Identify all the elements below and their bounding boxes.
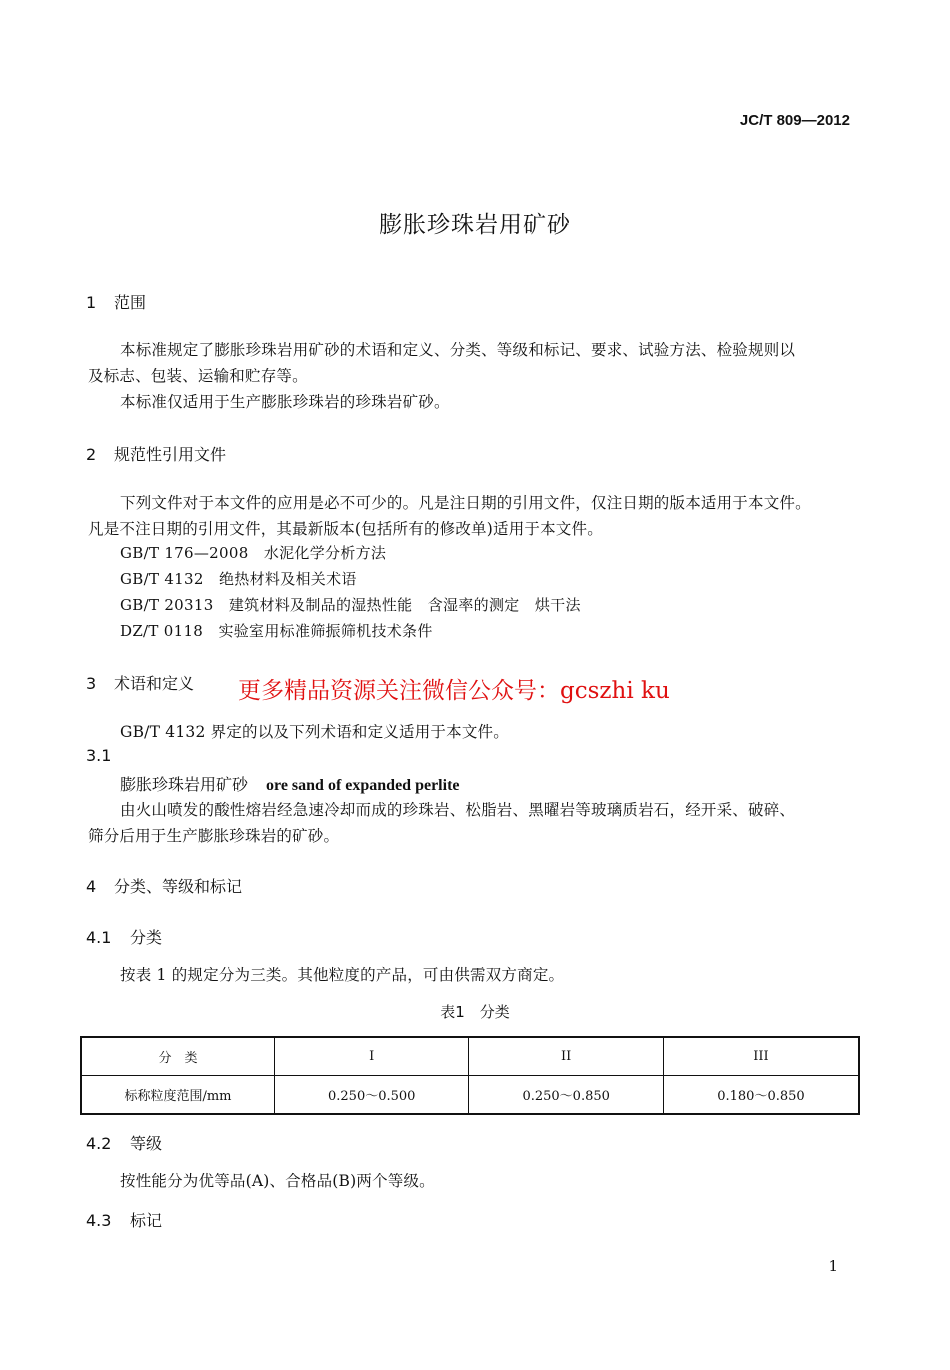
- section-1-para-2: 本标准仅适用于生产膨胀珍珠岩的珍珠岩矿砂。: [120, 393, 450, 411]
- classification-table: [80, 1036, 860, 1115]
- table-cell: 0.250～0.500: [275, 1076, 469, 1115]
- reference-item: DZ/T 0118 实验室用标准筛振筛机技术条件: [120, 622, 433, 640]
- term-english: ore sand of expanded perlite: [266, 777, 460, 794]
- section-2-para-1b: 凡是不注日期的引用文件，其最新版本(包括所有的修改单)适用于本文件。: [88, 520, 603, 538]
- subsection-number: 4.1: [86, 928, 112, 947]
- table-caption: 表1 分类: [440, 1003, 510, 1021]
- reference-item: GB/T 20313 建筑材料及制品的湿热性能 含湿率的测定 烘干法: [120, 596, 581, 614]
- section-1-para-1b: 及标志、包装、运输和贮存等。: [88, 367, 308, 385]
- term-entry: [120, 772, 460, 795]
- subsection-number: 4.3: [86, 1211, 112, 1230]
- section-3-heading: [86, 671, 194, 694]
- term-definition-a: 由火山喷发的酸性熔岩经急速冷却而成的珍珠岩、松脂岩、黑曜岩等玻璃质岩石，经开采、破碎、: [120, 801, 796, 819]
- section-2-para-1a: 下列文件对于本文件的应用是必不可少的。凡是注日期的引用文件，仅注日期的版本适用于本文件。: [120, 494, 811, 512]
- term-definition-b: 筛分后用于生产膨胀珍珠岩的矿砂。: [88, 827, 340, 845]
- section-number: 1: [86, 293, 97, 312]
- subsection-4-3-heading: [86, 1208, 162, 1231]
- section-title: 术语和定义: [114, 674, 195, 693]
- table-header-cell: III: [663, 1037, 859, 1076]
- table-row: [81, 1076, 859, 1115]
- subsection-3-1-number: 3.1: [86, 746, 112, 765]
- subsection-4-1-para: 按表 1 的规定分为三类。其他粒度的产品，可由供需双方商定。: [120, 966, 565, 984]
- subsection-number: 4.2: [86, 1134, 112, 1153]
- table-header-cell: II: [469, 1037, 663, 1076]
- section-3-para-1: GB/T 4132 界定的以及下列术语和定义适用于本文件。: [120, 723, 509, 741]
- term-chinese: 膨胀珍珠岩用矿砂: [120, 775, 249, 794]
- section-number: 3: [86, 674, 97, 693]
- reference-item: GB/T 176—2008 水泥化学分析方法: [120, 544, 387, 562]
- subsection-4-2-para: 按性能分为优等品(A)、合格品(B)两个等级。: [120, 1172, 435, 1190]
- section-4-heading: [86, 874, 242, 897]
- section-number: 4: [86, 877, 97, 896]
- section-title: 分类、等级和标记: [114, 877, 243, 896]
- standard-code: JC/T 809—2012: [739, 112, 850, 129]
- watermark-text: 更多精品资源关注微信公众号：gcszhi ku: [238, 678, 670, 704]
- table-cell: 0.180～0.850: [663, 1076, 859, 1115]
- section-1-para-1a: 本标准规定了膨胀珍珠岩用矿砂的术语和定义、分类、等级和标记、要求、试验方法、检验规则以: [120, 341, 796, 359]
- document-title: 膨胀珍珠岩用矿砂: [379, 212, 571, 238]
- section-number: 2: [86, 445, 97, 464]
- table-cell: 标称粒度范围/mm: [81, 1076, 275, 1115]
- subsection-4-1-heading: [86, 925, 162, 948]
- section-title: 范围: [114, 293, 147, 312]
- table-header-row: [81, 1037, 859, 1076]
- table-header-cell: 分 类: [81, 1037, 275, 1076]
- subsection-title: 分类: [130, 928, 163, 947]
- section-title: 规范性引用文件: [114, 445, 227, 464]
- section-1-heading: [86, 290, 146, 313]
- reference-item: GB/T 4132 绝热材料及相关术语: [120, 570, 357, 588]
- section-2-heading: [86, 442, 226, 465]
- page-number: 1: [828, 1257, 838, 1275]
- subsection-4-2-heading: [86, 1131, 162, 1154]
- table-cell: 0.250～0.850: [469, 1076, 663, 1115]
- subsection-title: 等级: [130, 1134, 163, 1153]
- table-header-cell: I: [275, 1037, 469, 1076]
- subsection-title: 标记: [130, 1211, 163, 1230]
